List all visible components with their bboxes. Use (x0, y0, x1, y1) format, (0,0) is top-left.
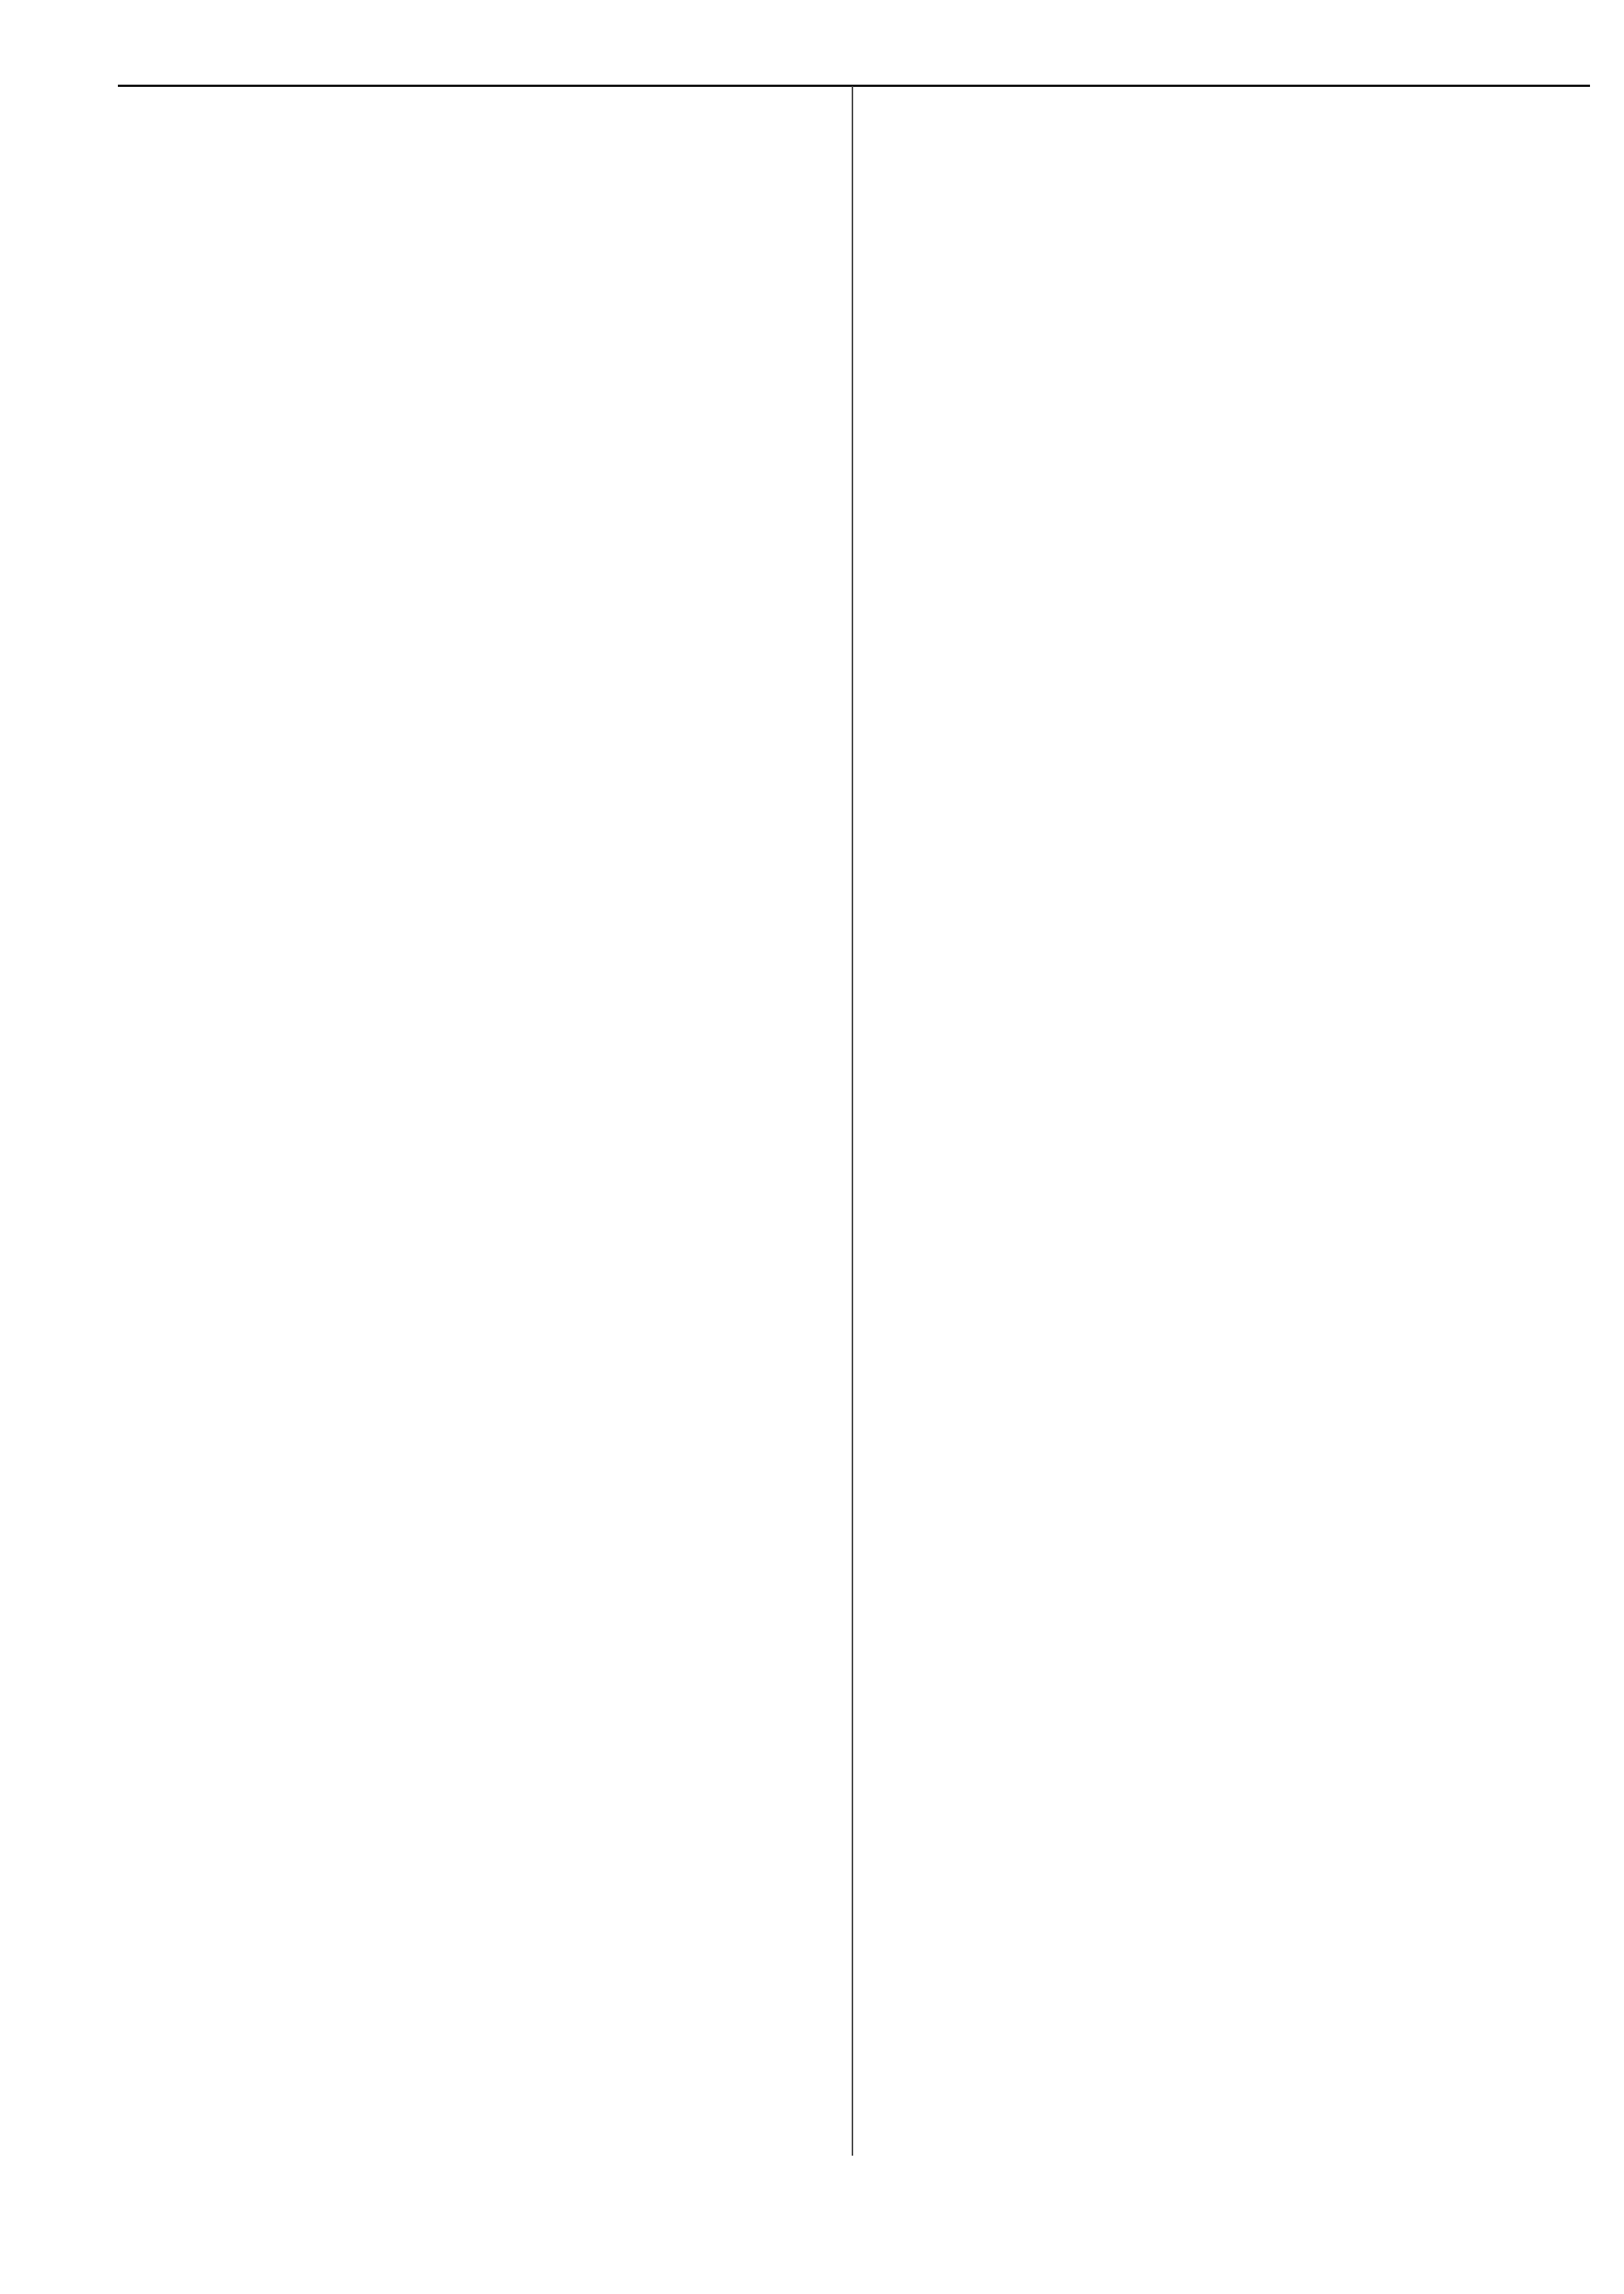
header-rule (118, 85, 1590, 87)
column-divider (852, 86, 853, 2156)
